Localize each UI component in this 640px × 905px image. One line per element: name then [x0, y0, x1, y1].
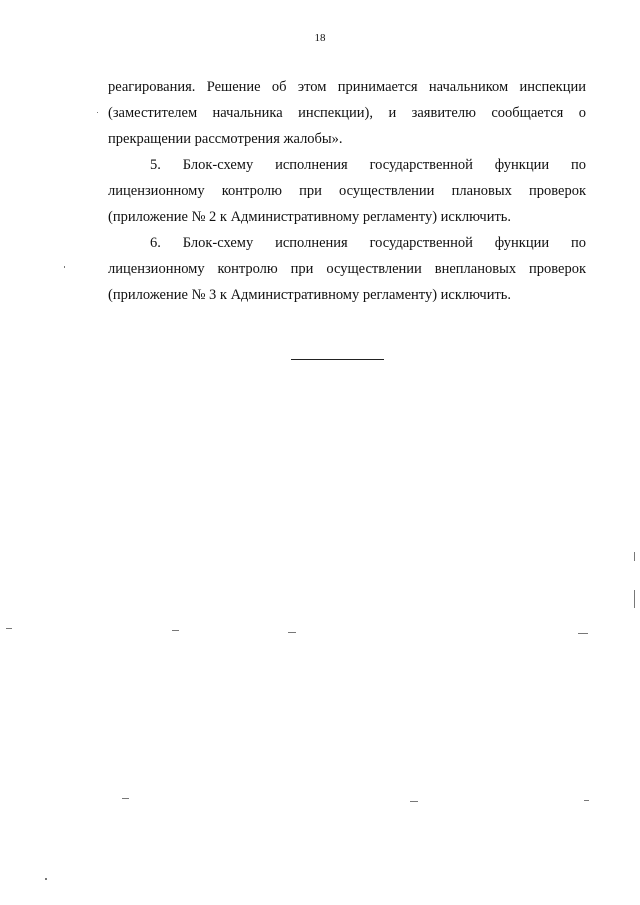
scan-speck [122, 798, 129, 799]
scan-speck [6, 628, 12, 629]
page-number: 18 [314, 32, 326, 44]
scan-speck [288, 632, 296, 633]
scan-speck [97, 112, 98, 113]
scan-speck [634, 552, 635, 561]
scan-speck [410, 801, 418, 802]
scan-speck [634, 590, 635, 608]
scan-speck [584, 800, 589, 801]
scan-speck [172, 630, 179, 631]
document-body [108, 74, 586, 308]
scan-speck [578, 633, 588, 634]
scan-speck [64, 266, 65, 268]
scan-speck [45, 878, 47, 880]
paragraph-continuation: реагирования. Решение об этом принимается начальником инспекции (заместителем начальника инспекции), и заявителю сообщается о прекращении рассмотрения жалобы». [108, 79, 586, 147]
end-of-document-rule [291, 359, 384, 360]
paragraph-item-5: 5. Блок-схему исполнения государственной функции по лицензионному контролю при осуществлении плановых проверок (приложение № 2 к Административному регламенту) исключить. [108, 157, 586, 225]
paragraph-item-6: 6. Блок-схему исполнения государственной функции по лицензионному контролю при осуществлении внеплановых проверок (приложение № 3 к Административному регламенту) исключить. [108, 235, 586, 303]
